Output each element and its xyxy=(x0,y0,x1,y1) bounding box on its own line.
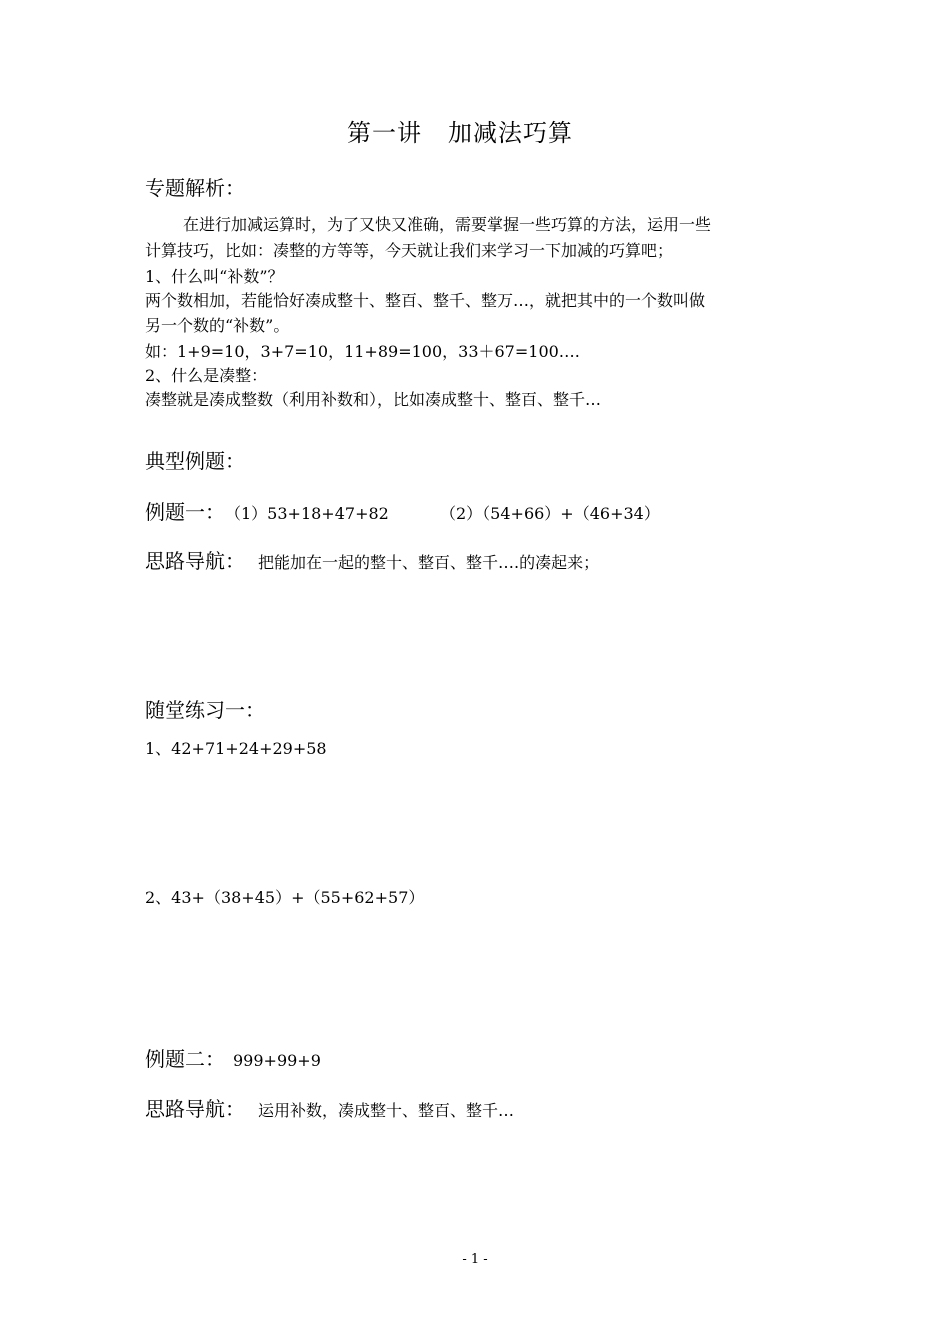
example-1-part-2: （2）（54+66）+（46+34） xyxy=(440,504,660,523)
hint-1-label: 思路导航： xyxy=(145,549,245,573)
question-2-title: 2、什么是凑整： xyxy=(145,366,268,385)
hint-1-text: 把能加在一起的整十、整百、整千….的凑起来； xyxy=(258,553,600,572)
analysis-heading: 专题解析： xyxy=(145,176,245,200)
practice-item-2: 2、43+（38+45）+（55+62+57） xyxy=(145,888,425,907)
example-1-part-1: （1）53+18+47+82 xyxy=(225,504,389,523)
intro-line-2: 计算技巧，比如：凑整的方等等，今天就让我们来学习一下加减的巧算吧； xyxy=(145,241,674,260)
question-1-example: 如：1+9=10，3+7=10，11+89=100，33＋67=100…. xyxy=(145,342,580,361)
practice-heading: 随堂练习一： xyxy=(145,698,265,722)
question-1-line-1: 两个数相加，若能恰好凑成整十、整百、整千、整万…，就把其中的一个数叫做 xyxy=(145,291,706,310)
example-2-label: 例题二： xyxy=(145,1047,225,1071)
example-2-problem: 999+99+9 xyxy=(233,1051,321,1070)
example-1-label: 例题一： xyxy=(145,500,225,524)
intro-line-1: 在进行加减运算时，为了又快又准确，需要掌握一些巧算的方法，运用一些 xyxy=(183,215,712,234)
examples-heading: 典型例题： xyxy=(145,449,245,473)
title-lecture-number: 第一讲 xyxy=(347,119,422,147)
page-number: - 1 - xyxy=(462,1252,488,1267)
title-topic: 加减法巧算 xyxy=(448,119,573,147)
practice-item-1: 1、42+71+24+29+58 xyxy=(145,739,327,758)
page-title xyxy=(0,121,920,145)
hint-2-label: 思路导航： xyxy=(145,1097,245,1121)
question-2-line-1: 凑整就是凑成整数（利用补数和），比如凑成整十、整百、整千… xyxy=(145,390,602,409)
hint-2-text: 运用补数，凑成整十、整百、整千… xyxy=(258,1101,515,1120)
question-1-title: 1、什么叫“补数”？ xyxy=(145,267,284,286)
question-1-line-2: 另一个数的“补数”。 xyxy=(145,316,290,335)
